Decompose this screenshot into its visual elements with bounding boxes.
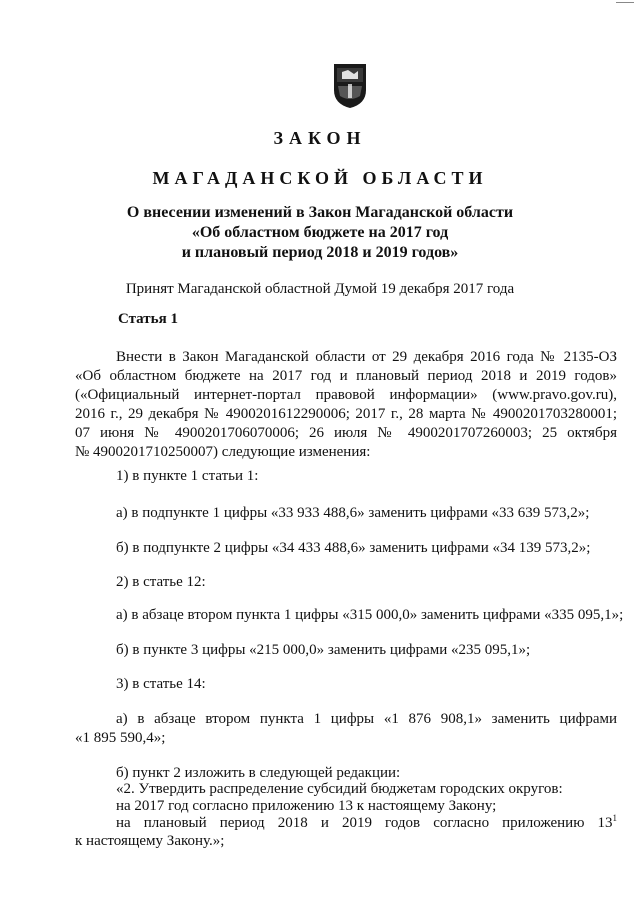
scan-corner-mark	[616, 2, 634, 3]
intro-line: «Об областном бюджете на 2017 год и плановый период 2018 и 2019 годов»	[75, 368, 617, 384]
region-title: МАГАДАНСКОЙ ОБЛАСТИ	[152, 168, 488, 188]
list-item: а) в абзаце втором пункта 1 цифры «1 876 908,1» заменить цифрами	[116, 711, 617, 727]
coat-of-arms-icon	[330, 60, 370, 110]
quoted-text: «2. Утвердить распределение субсидий бюджетам городских округов:	[116, 781, 563, 797]
subject-line: и плановый период 2018 и 2019 годов»	[181, 244, 459, 261]
article-intro	[75, 348, 617, 462]
list-item: б) в пункте 3 цифры «215 000,0» заменить цифрами «235 095,1»;	[116, 642, 531, 658]
law-title: ЗАКОН	[273, 128, 367, 148]
list-item: а) в абзаце втором пункта 1 цифры «315 000,0» заменить цифрами «335 095,1»;	[116, 607, 624, 623]
intro-line: («Официальный интернет-портал правовой информации» (www.pravo.gov.ru),	[75, 387, 617, 403]
quoted-text-line	[116, 815, 617, 832]
intro-line: 07 июня № 4900201706070006; 26 июля № 4900201707260003; 25 октября	[75, 425, 617, 441]
article-heading: Статья 1	[118, 311, 178, 327]
list-item: б) в подпункте 2 цифры «34 433 488,6» заменить цифрами «34 139 573,2»;	[116, 540, 591, 556]
intro-line: 2016 г., 29 декабря № 4900201612290006; 2017 г., 28 марта № 4900201703280001;	[75, 406, 617, 422]
adoption-statement: Принят Магаданской областной Думой 19 декабря 2017 года	[125, 281, 515, 297]
list-item: 3) в статье 14:	[116, 676, 206, 692]
quoted-text: на 2017 год согласно приложению 13 к настоящему Закону;	[116, 798, 497, 814]
subject-line: «Об областном бюджете на 2017 год	[191, 224, 449, 241]
list-item: 1) в пункте 1 статьи 1:	[116, 468, 259, 484]
intro-line: № 4900201710250007) следующие изменения:	[75, 444, 371, 460]
quoted-text: на плановый период 2018 и 2019 годов согласно приложению 13	[116, 815, 613, 831]
list-item-continuation: «1 895 590,4»;	[75, 730, 166, 746]
subject-line: О внесении изменений в Закон Магаданской области	[126, 204, 514, 221]
list-item: б) пункт 2 изложить в следующей редакции:	[116, 765, 401, 781]
law-subject	[0, 203, 640, 263]
quoted-text-continuation: к настоящему Закону.»;	[75, 833, 225, 849]
appendix-superscript: 1	[612, 813, 617, 823]
list-item: а) в подпункте 1 цифры «33 933 488,6» заменить цифрами «33 639 573,2»;	[116, 505, 590, 521]
intro-line: Внести в Закон Магаданской области от 29 декабря 2016 года № 2135-ОЗ	[116, 349, 617, 365]
list-item: 2) в статье 12:	[116, 574, 206, 590]
